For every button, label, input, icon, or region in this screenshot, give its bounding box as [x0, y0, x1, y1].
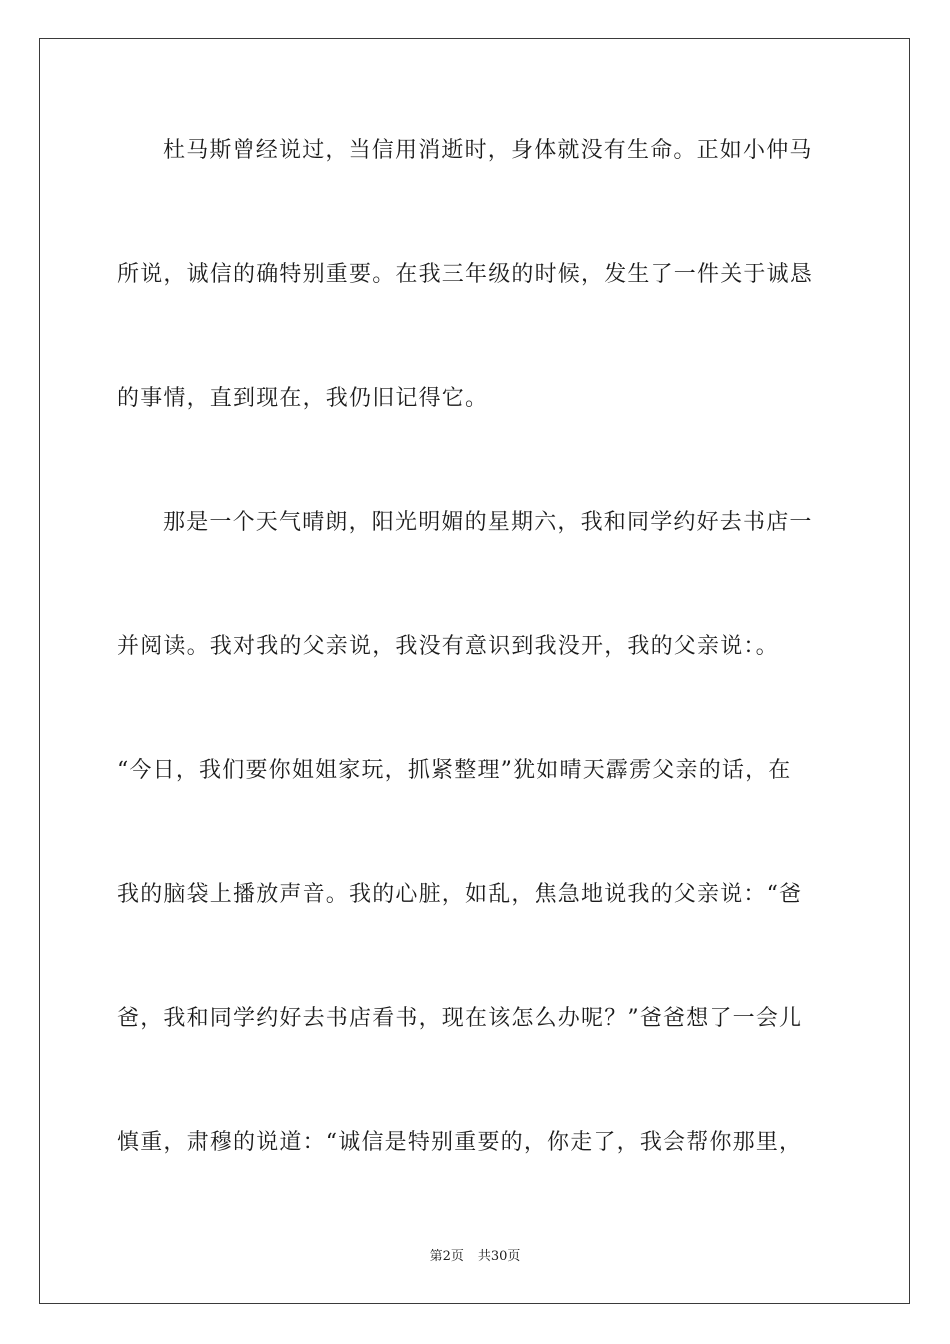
page-footer — [0, 1248, 950, 1266]
page-total: 共30页 — [477, 1249, 521, 1264]
paragraph-2-line-6: 慎重，肃穆的说道：“诚信是特别重要的，你走了，我会帮你那里， — [117, 1130, 803, 1155]
paragraph-2-line-3: “今日，我们要你姐姐家玩，抓紧整理”犹如晴天霹雳父亲的话，在 — [117, 758, 792, 783]
paragraph-1-line-1: 杜马斯曾经说过，当信用消逝时，身体就没有生命。正如小仲马 — [163, 138, 813, 163]
paragraph-2-line-2: 并阅读。我对我的父亲说，我没有意识到我没开，我的父亲说：。 — [117, 634, 779, 659]
paragraph-2-line-1: 那是一个天气晴朗，阳光明媚的星期六，我和同学约好去书店一 — [163, 510, 813, 535]
page-border — [39, 38, 910, 1304]
paragraph-1-line-2: 所说，诚信的确特别重要。在我三年级的时候，发生了一件关于诚恳 — [117, 262, 814, 287]
page-number: 第2页 — [429, 1249, 464, 1264]
paragraph-2-line-4: 我的脑袋上播放声音。我的心脏，如乱，焦急地说我的父亲说：“爸 — [117, 882, 803, 907]
paragraph-2-line-5: 爸，我和同学约好去书店看书，现在该怎么办呢？”爸爸想了一会儿 — [117, 1006, 803, 1031]
paragraph-1-line-3: 的事情，直到现在，我仍旧记得它。 — [117, 386, 489, 411]
